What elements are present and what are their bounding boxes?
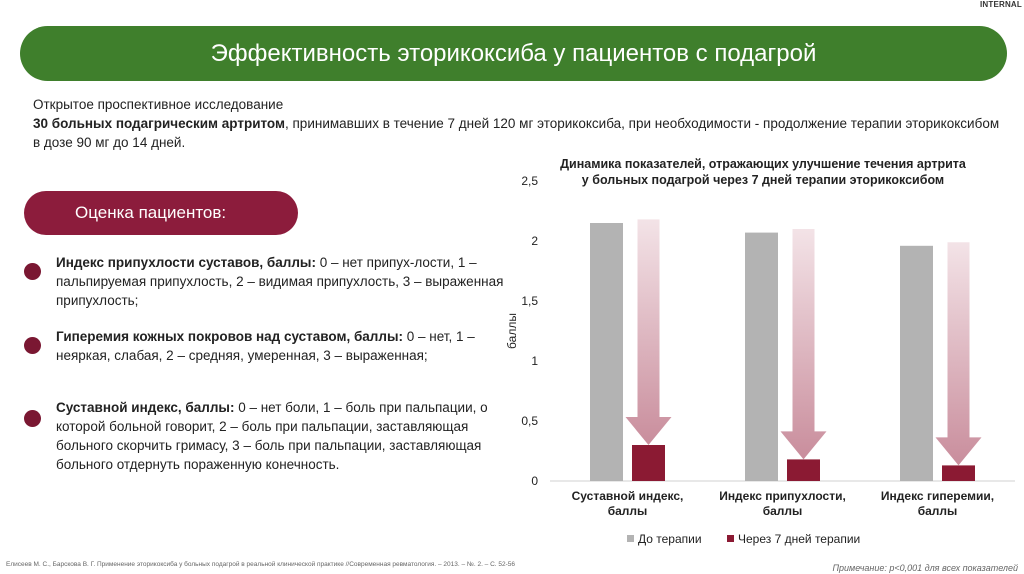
study-type: Открытое проспективное исследование xyxy=(33,97,284,112)
decrease-arrow-icon xyxy=(781,229,827,459)
decrease-arrow-icon xyxy=(626,219,672,445)
bar-after-7-days xyxy=(787,459,820,481)
chart-title-line: Динамика показателей, отражающих улучшение течения артрита xyxy=(560,157,966,171)
criterion-hyperemia xyxy=(56,327,506,365)
corner-tag: INTERNAL xyxy=(979,0,1022,9)
y-tick-label: 0,5 xyxy=(521,414,538,428)
bullet-icon xyxy=(24,410,41,427)
bullet-icon xyxy=(24,263,41,280)
title-banner xyxy=(20,26,1007,81)
decrease-arrow-icon xyxy=(936,242,982,465)
category-label: баллы xyxy=(607,504,648,518)
y-axis-label: баллы xyxy=(505,313,519,349)
study-regimen: , принимавших в течение 7 дней 120 мг эторикоксиба, при необходимости - продолжение терапии эторикоксибом в дозе 90 мг до 14 дней. xyxy=(33,116,1000,150)
bar-chart xyxy=(500,150,1020,555)
criterion-title: Суставной индекс, баллы: xyxy=(56,400,235,415)
bar-before-therapy xyxy=(745,233,778,481)
y-tick-label: 2 xyxy=(531,234,538,248)
citation: Елисеев М. С., Барскова В. Г. Применение эторикоксиба у больных подагрой в реальной клинической практике //Современная ревматология. – 2013. – №. 2. – С. 52-56 xyxy=(6,561,516,568)
category-label: баллы xyxy=(917,504,958,518)
y-tick-label: 1,5 xyxy=(521,294,538,308)
evaluation-label: Оценка пациентов: xyxy=(75,203,227,222)
footnote: Примечание: p<0,001 для всех показателей xyxy=(832,563,1018,573)
study-description xyxy=(33,95,1008,152)
category-label: Индекс гиперемии, xyxy=(880,489,995,503)
legend-label-before: До терапии xyxy=(638,532,702,546)
evaluation-header xyxy=(24,191,298,235)
bullet-icon xyxy=(24,337,41,354)
y-tick-label: 0 xyxy=(531,474,538,488)
study-population: 30 больных подагрическим артритом xyxy=(33,116,285,131)
category-label: баллы xyxy=(762,504,803,518)
legend-swatch-before xyxy=(627,535,634,542)
bar-after-7-days xyxy=(632,445,665,481)
criterion-text: 0 – нет, 1 – неяркая, слабая, 2 – средняя, умеренная, 3 – выраженная; xyxy=(56,329,475,363)
criterion-text: 0 – нет припух-лости, 1 – пальпируемая припухлость, 2 – видимая припухлость, 3 – выраженная припухлость; xyxy=(56,255,504,308)
bar-before-therapy xyxy=(900,246,933,481)
bar-before-therapy xyxy=(590,223,623,481)
study-details xyxy=(33,114,1008,152)
chart-title-line: у больных подагрой через 7 дней терапии эторикоксибом xyxy=(581,173,945,187)
category-label: Суставной индекс, xyxy=(571,489,684,503)
page-title: Эффективность эторикоксиба у пациентов с подагрой xyxy=(210,39,817,67)
criterion-title: Гиперемия кожных покровов над суставом, баллы: xyxy=(56,329,403,344)
criterion-joint-index xyxy=(56,398,506,474)
legend-swatch-after xyxy=(727,535,734,542)
criterion-text: 0 – нет боли, 1 – боль при пальпации, о которой больной говорит, 2 – боль при пальпации, заставляющая больного скорчить гримасу, 3 – боль при пальпации, заставляющая больного отдернуть пораженную конечность. xyxy=(56,400,488,472)
legend-label-after: Через 7 дней терапии xyxy=(738,532,861,546)
y-tick-label: 2,5 xyxy=(521,174,538,188)
bar-after-7-days xyxy=(942,465,975,481)
criterion-swelling xyxy=(56,253,506,310)
category-label: Индекс припухлости, xyxy=(719,489,846,503)
y-tick-label: 1 xyxy=(531,354,538,368)
criterion-title: Индекс припухлости суставов, баллы: xyxy=(56,255,316,270)
